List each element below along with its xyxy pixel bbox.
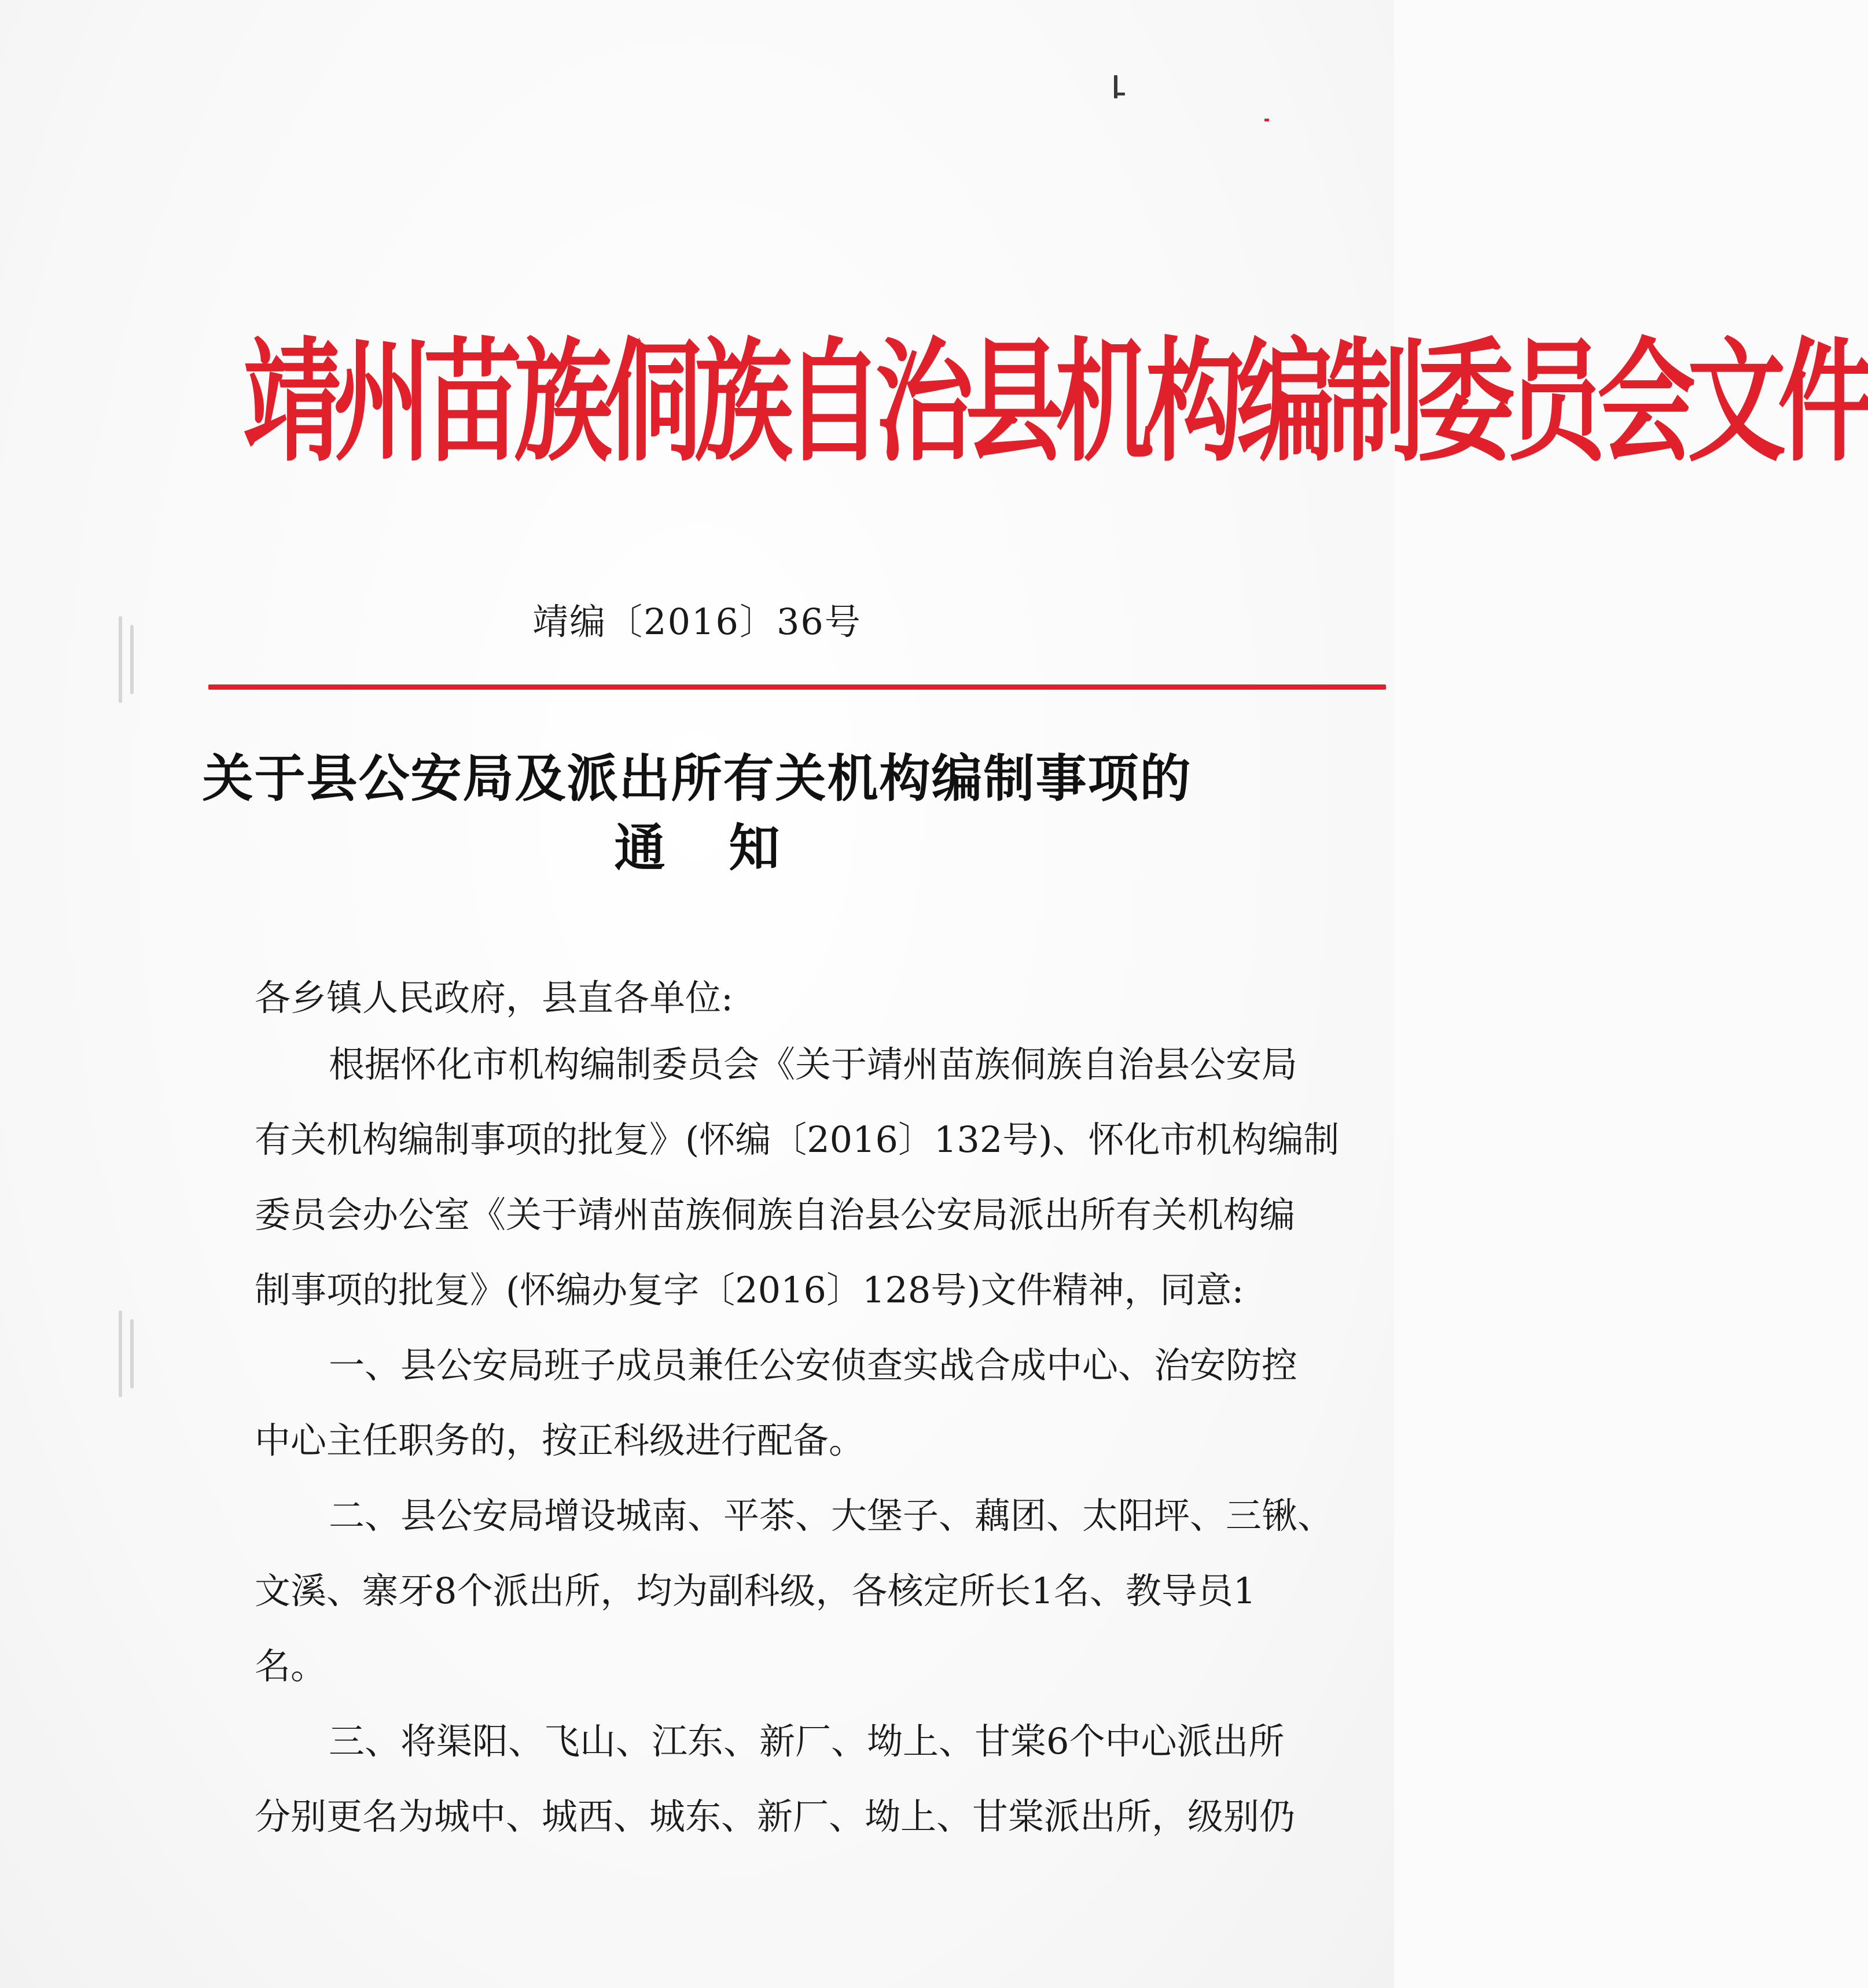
recipients-line: 各乡镇人民政府，县直各单位:: [255, 977, 733, 1019]
scan-speck: [1117, 93, 1125, 95]
body-line: 二、县公安局增设城南、平茶、大堡子、藕团、太阳坪、三锹、: [329, 1494, 1334, 1537]
body-line: 根据怀化市机构编制委员会《关于靖州苗族侗族自治县公安局: [329, 1043, 1298, 1085]
notice-title-line1: 关于县公安局及派出所有关机构编制事项的: [202, 748, 1192, 808]
body-line: 分别更名为城中、城西、城东、新厂、坳上、甘棠派出所，级别仍: [255, 1795, 1296, 1838]
body-line: 三、将渠阳、飞山、江东、新厂、坳上、甘棠6个中心派出所: [329, 1720, 1285, 1762]
scan-speck: [1264, 119, 1269, 122]
body-line: 文溪、寨牙8个派出所，均为副科级，各核定所长1名、教导员1: [255, 1570, 1256, 1612]
body-line: 委员会办公室《关于靖州苗族侗族自治县公安局派出所有关机构编: [255, 1194, 1296, 1236]
body-line: 名。: [255, 1645, 327, 1687]
body-line: 制事项的批复》(怀编办复字〔2016〕128号)文件精神，同意:: [255, 1269, 1244, 1311]
document-number: 靖编〔2016〕36号: [532, 601, 862, 643]
notice-title-line2: 通知: [614, 818, 844, 878]
binding-mark-bottom-2: [130, 1319, 134, 1389]
red-separator-line: [208, 684, 1386, 690]
body-line: 中心主任职务的，按正科级进行配备。: [255, 1419, 865, 1461]
body-line: 一、县公安局班子成员兼任公安侦查实战合成中心、治安防控: [329, 1344, 1298, 1386]
issuing-organization-title: 靖州苗族侗族自治县机构编制委员会文件: [243, 324, 1868, 480]
binding-mark-bottom: [119, 1310, 122, 1397]
body-line: 有关机构编制事项的批复》(怀编〔2016〕132号)、怀化市机构编制: [255, 1118, 1340, 1161]
